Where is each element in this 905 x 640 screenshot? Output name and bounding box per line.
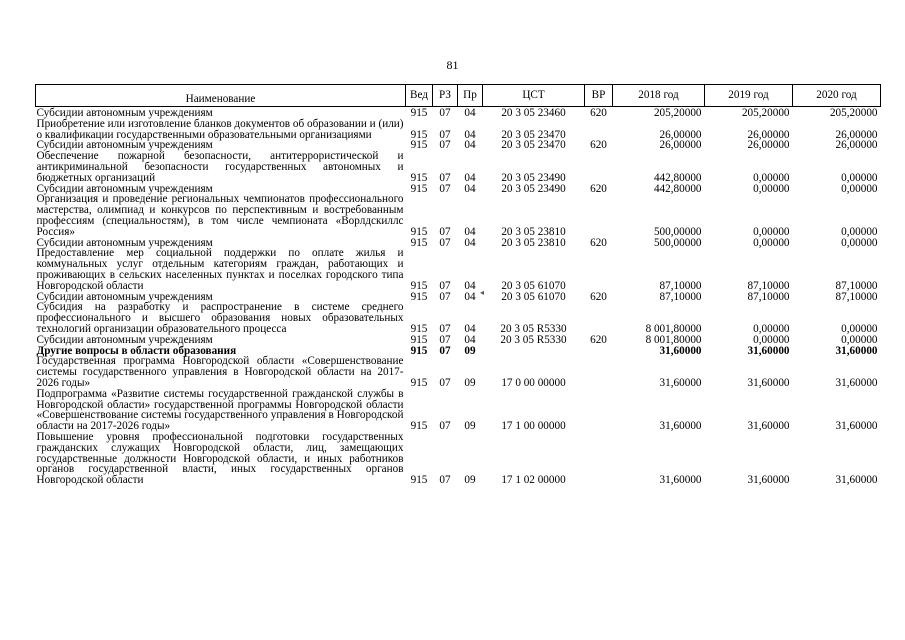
- cell-name: Подпрограмма «Развитие системы государственной гражданской службы в Новгородской области» государственной программы Новгородской области «Совершенствование системы государственного управления в Новгородской области на 2017-2026 годы»: [36, 387, 404, 433]
- cell-vr: [585, 432, 613, 486]
- cell-rz: 07: [439, 128, 451, 141]
- cell-2018: 87,10000: [659, 290, 702, 303]
- cell-cst: 20 3 05 23810: [501, 236, 566, 249]
- cell-2020: 0,00000: [841, 322, 878, 335]
- cell-2018: 500,00000: [653, 236, 702, 249]
- cell-rz: 07: [439, 290, 451, 303]
- cell-2018: 26,00000: [659, 139, 702, 152]
- cell-cst: 17 0 00 00000: [501, 376, 566, 389]
- cell-2018: 31,60000: [659, 376, 702, 389]
- cell-2019: 26,00000: [747, 139, 790, 152]
- cell-vr: 620: [590, 333, 607, 346]
- cell-cst: 20 3 05 61070: [501, 290, 566, 303]
- cell-2019: 0,00000: [753, 333, 790, 346]
- cell-2020: 0,00000: [841, 171, 878, 184]
- cell-pr: 04: [464, 182, 476, 195]
- cell-ved: 915: [410, 474, 428, 487]
- cell-ved: 915: [410, 139, 428, 152]
- cell-2018: 8 001,80000: [645, 333, 702, 346]
- table-row: [36, 389, 881, 432]
- cell-2019: 0,00000: [753, 171, 790, 184]
- cell-pr: 04: [464, 279, 476, 292]
- cell-2020: 26,00000: [835, 128, 878, 141]
- cell-name: Субсидия на разработку и распространение в системе среднего профессионального и высшего образования новых образовательных технологий организации образовательного процесса: [36, 301, 404, 335]
- cell-rz: 07: [439, 344, 451, 357]
- cell-rz: 07: [439, 474, 451, 487]
- cell-pr: 09: [464, 344, 476, 357]
- cell-ved: 915: [410, 322, 428, 335]
- table-row: [36, 248, 881, 291]
- cell-name: Субсидии автономным учреждениям: [36, 236, 213, 249]
- table-header-row: [36, 85, 881, 107]
- cell-vr: [585, 194, 613, 237]
- cell-2018: 500,00000: [653, 225, 702, 238]
- table-row: [36, 119, 881, 141]
- cell-cst: 20 3 05 23490: [501, 182, 566, 195]
- cell-name: Государственная программа Новгородской области «Совершенствование системы государственного управления в Новгородской области на 2017-2026 годы»: [36, 355, 404, 389]
- cell-pr: 04: [464, 333, 476, 346]
- cell-pr: 09: [464, 420, 476, 433]
- cell-cst: 20 3 05 23460: [501, 107, 566, 119]
- cell-rz: 07: [439, 279, 451, 292]
- cell-ved: 915: [410, 128, 428, 141]
- cell-rz: 07: [439, 225, 451, 238]
- cell-2019: 26,00000: [747, 128, 790, 141]
- cell-pr: 04: [464, 290, 476, 303]
- cell-pr: 04: [464, 171, 476, 184]
- cell-ved: 915: [410, 279, 428, 292]
- cell-ved: 915: [410, 344, 428, 357]
- table-row: [36, 194, 881, 237]
- cell-cst: 17 1 00 00000: [501, 420, 566, 433]
- cell-name: Субсидии автономным учреждениям: [36, 139, 213, 152]
- cell-2019: 31,60000: [747, 344, 790, 357]
- cell-2020: 0,00000: [841, 236, 878, 249]
- cell-ved: 915: [410, 236, 428, 249]
- cell-vr: 620: [590, 236, 607, 249]
- cell-ved: 915: [410, 225, 428, 238]
- cell-2018: 8 001,80000: [645, 322, 702, 335]
- cell-2018: 31,60000: [659, 420, 702, 433]
- cell-name: Субсидии автономным учреждениям: [36, 182, 213, 195]
- cell-vr: 620: [590, 290, 607, 303]
- table-row: [36, 356, 881, 388]
- cell-cst: 20 3 05 23470: [501, 128, 566, 141]
- cell-2018: 87,10000: [659, 279, 702, 292]
- column-header-2019: 2019 год: [705, 85, 793, 107]
- cell-2019: 87,10000: [747, 279, 790, 292]
- cell-ved: 915: [410, 171, 428, 184]
- cell-2019: 205,20000: [741, 107, 790, 119]
- cell-2020: 87,10000: [835, 279, 878, 292]
- cell-rz: 07: [439, 107, 451, 119]
- cell-2019: 0,00000: [753, 322, 790, 335]
- cell-cst: 17 1 02 00000: [501, 474, 566, 487]
- cell-vr: [585, 119, 613, 141]
- cell-2019: 31,60000: [747, 474, 790, 487]
- cell-2020: 205,20000: [829, 107, 878, 119]
- cell-vr: [585, 356, 613, 388]
- cell-pr: 04: [464, 107, 476, 119]
- cell-rz: 07: [439, 171, 451, 184]
- cell-name: Организация и проведение региональных чемпионатов профессионального мастерства, олимпиад и конкурсов по перспективным и востребованным профессиям (специальностям), в том числе чемпионата «Ворлдскиллс Россия»: [36, 193, 404, 238]
- cell-vr: 620: [590, 182, 607, 195]
- column-header-2020: 2020 год: [793, 85, 881, 107]
- cell-pr: 09: [464, 376, 476, 389]
- cell-ved: 915: [410, 107, 428, 119]
- cell-ved: 915: [410, 420, 428, 433]
- cell-cst: 20 3 05 R5330: [500, 333, 567, 346]
- cell-2020: 0,00000: [841, 225, 878, 238]
- cell-rz: 07: [439, 139, 451, 152]
- cell-rz: 07: [439, 333, 451, 346]
- cell-cst: 20 3 05 23490: [501, 171, 566, 184]
- cell-pr: 04: [464, 225, 476, 238]
- table-row: [36, 302, 881, 334]
- cell-ved: 915: [410, 376, 428, 389]
- cell-name: Предоставление мер социальной поддержки по оплате жилья и коммунальных услуг отдельным категориям граждан, работающих и проживающих в сельских населенных пунктах и поселках городского типа Новгородской области: [36, 247, 404, 292]
- cell-name: Приобретение или изготовление бланков документов об образовании и (или) о квалификации государственными образовательными организациями: [36, 117, 404, 141]
- cell-vr: [585, 389, 613, 432]
- cell-pr: 04: [464, 236, 476, 249]
- column-header-name: Наименование: [36, 85, 406, 107]
- table-row: [36, 432, 881, 486]
- cell-vr: [585, 151, 613, 183]
- cell-cst: 20 3 05 23810: [501, 225, 566, 238]
- cell-2019: 0,00000: [753, 236, 790, 249]
- cell-name: Обеспечение пожарной безопасности, антитеррористической и антикриминальной безопасности государственных автономных и бюджетных организаций: [36, 150, 404, 184]
- cell-2020: 31,60000: [835, 376, 878, 389]
- cell-vr: [585, 248, 613, 291]
- cell-ved: 915: [410, 290, 428, 303]
- budget-table: [35, 84, 881, 486]
- cell-2019: 31,60000: [747, 376, 790, 389]
- table-row: [36, 151, 881, 183]
- cell-rz: 07: [439, 322, 451, 335]
- cell-cst: 20 3 05 23470: [501, 139, 566, 152]
- cell-pr: 04: [464, 322, 476, 335]
- cell-pr: 04: [464, 139, 476, 152]
- cell-2019: 0,00000: [753, 182, 790, 195]
- cell-2018: 442,80000: [653, 182, 702, 195]
- cell-vr: 620: [590, 139, 607, 152]
- table-row: [36, 335, 881, 346]
- cell-rz: 07: [439, 182, 451, 195]
- scan-mark: ◂: [480, 288, 485, 297]
- cell-2018: 31,60000: [659, 474, 702, 487]
- cell-2019: 0,00000: [753, 225, 790, 238]
- column-header-cst: ЦСТ: [483, 85, 585, 107]
- cell-vr: [585, 346, 613, 357]
- cell-name: Субсидии автономным учреждениям: [36, 333, 213, 346]
- cell-vr: 620: [590, 107, 607, 119]
- cell-rz: 07: [439, 376, 451, 389]
- cell-2019: 31,60000: [747, 420, 790, 433]
- cell-2020: 31,60000: [835, 420, 878, 433]
- column-header-pr: Пр: [458, 85, 483, 107]
- cell-2019: 87,10000: [747, 290, 790, 303]
- cell-pr: 04: [464, 128, 476, 141]
- cell-ved: 915: [410, 333, 428, 346]
- column-header-2018: 2018 год: [613, 85, 705, 107]
- cell-name: Другие вопросы в области образования: [36, 344, 237, 357]
- cell-2018: 31,60000: [659, 344, 702, 357]
- column-header-rz: РЗ: [433, 85, 458, 107]
- cell-ved: 915: [410, 182, 428, 195]
- column-header-vr: ВР: [585, 85, 613, 107]
- cell-2018: 205,20000: [653, 107, 702, 119]
- table-body: [36, 107, 881, 486]
- cell-2020: 0,00000: [841, 182, 878, 195]
- cell-rz: 07: [439, 236, 451, 249]
- cell-2020: 31,60000: [835, 344, 878, 357]
- cell-name: Повышение уровня профессиональной подготовки государственных гражданских служащих Новгородской области, лиц, замещающих государственные должности Новгородской области, и иных работников органов государственной власти, иных государственных органов Новгородской области: [36, 430, 404, 487]
- cell-cst: 20 3 05 61070: [501, 279, 566, 292]
- cell-rz: 07: [439, 420, 451, 433]
- cell-2020: 87,10000: [835, 290, 878, 303]
- cell-name: Субсидии автономным учреждениям: [36, 107, 213, 119]
- cell-vr: [585, 302, 613, 334]
- column-header-ved: Вед: [406, 85, 433, 107]
- cell-cst: [483, 346, 585, 357]
- cell-2018: 26,00000: [659, 128, 702, 141]
- cell-2020: 26,00000: [835, 139, 878, 152]
- cell-pr: 09: [464, 474, 476, 487]
- cell-2020: 31,60000: [835, 474, 878, 487]
- cell-cst: 20 3 05 R5330: [500, 322, 567, 335]
- page-number: 81: [446, 58, 459, 72]
- cell-2020: 0,00000: [841, 333, 878, 346]
- cell-2018: 442,80000: [653, 171, 702, 184]
- table-row: [36, 107, 881, 119]
- cell-name: Субсидии автономным учреждениям: [36, 290, 213, 303]
